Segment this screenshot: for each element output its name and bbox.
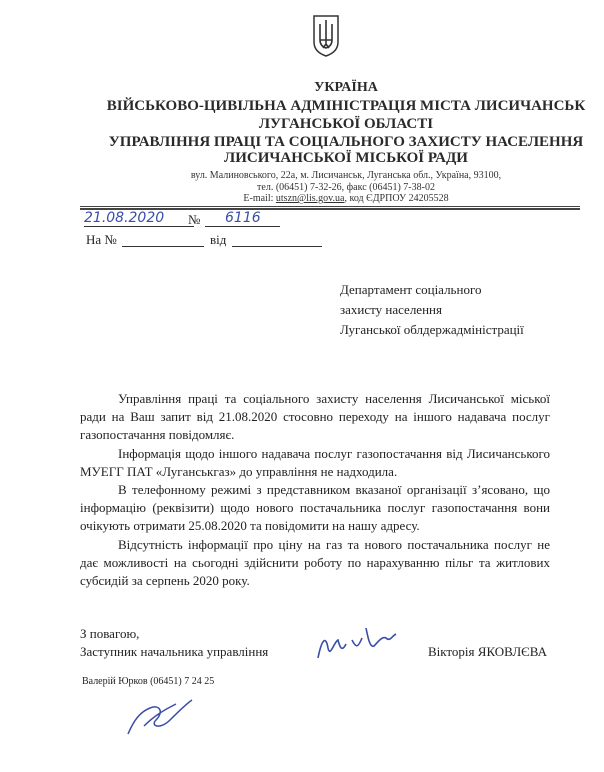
oblast-name: ЛУГАНСЬКОЇ ОБЛАСТІ [258,116,434,132]
phone-line: тел. (06451) 7-32-26, факс (06451) 7-38-02 [257,182,435,193]
signature-image [312,618,402,662]
city-council-name: ЛИСИЧАНСЬКОЇ МІСЬКОЇ РАДИ [224,150,468,166]
body-paragraph-3: В телефонному режимі з представником вказаної організації з’ясовано, що інформацію (реквізити) щодо нового постачальника послуг газопостачання вони очікують отримати 25.08.2020 та повідомити на нашу адресу. [80,482,550,533]
coat-of-arms-icon [312,14,340,58]
reply-number-label: На № [86,232,117,247]
signer-name: Вікторія ЯКОВЛЄВА [428,644,547,659]
recipient-line-3: Луганської облдержадміністрації [340,322,524,337]
body-paragraph-1: Управління праці та соціального захисту населення Лисичанської міської ради на Ваш запит від 21.08.2020 стосовно переходу на іншого надавача послуг газопостачання повідомляє. [80,391,550,442]
edrpou-code: , код ЄДРПОУ 24205528 [344,193,449,204]
outgoing-date-handwritten: 21.08.2020 [84,210,165,226]
number-label: № [188,212,201,227]
header-divider [80,206,580,207]
outgoing-date-field [84,212,194,227]
email-prefix: E-mail: [243,193,276,204]
body-paragraph-2: Інформація щодо іншого надавача послуг газопостачання від Лисичанського МУЕГГ ПАТ «Луганськгаз» до управління не надходила. [80,446,550,479]
administration-name: ВІЙСЬКОВО-ЦИВІЛЬНА АДМІНІСТРАЦІЯ МІСТА ЛИСИЧАНСЬК [106,98,586,114]
closing-regards: З повагою, [80,626,140,641]
executor-contact: Валерій Юрков (06451) 7 24 25 [82,676,215,687]
recipient-block [340,280,524,340]
outgoing-number-field [205,212,280,227]
recipient-line-1: Департамент соціального [340,282,482,297]
recipient-line-2: захисту населення [340,302,442,317]
department-name: УПРАВЛІННЯ ПРАЦІ ТА СОЦІАЛЬНОГО ЗАХИСТУ НАСЕЛЕННЯ [108,134,584,150]
country-name: УКРАЇНА [314,80,378,95]
signer-position: Заступник начальника управління [80,644,269,659]
reply-number-field [122,232,204,247]
email-line [44,193,604,204]
reply-date-label: від [210,232,227,247]
executor-initials-image [120,690,200,740]
outgoing-number-handwritten: 6116 [225,210,261,226]
reply-date-field [232,232,322,247]
email-link[interactable]: utszn@lis.gov.ua [275,193,345,204]
address-line: вул. Малиновського, 22а, м. Лисичанськ, Луганська обл., Україна, 93100, [190,170,502,181]
body-paragraph-4: Відсутність інформації про ціну на газ та нового постачальника послуг не дає можливості на сьогодні здійснити роботу по нарахуванню пільг та житлових субсидій за серпень 2020 року. [80,537,550,588]
